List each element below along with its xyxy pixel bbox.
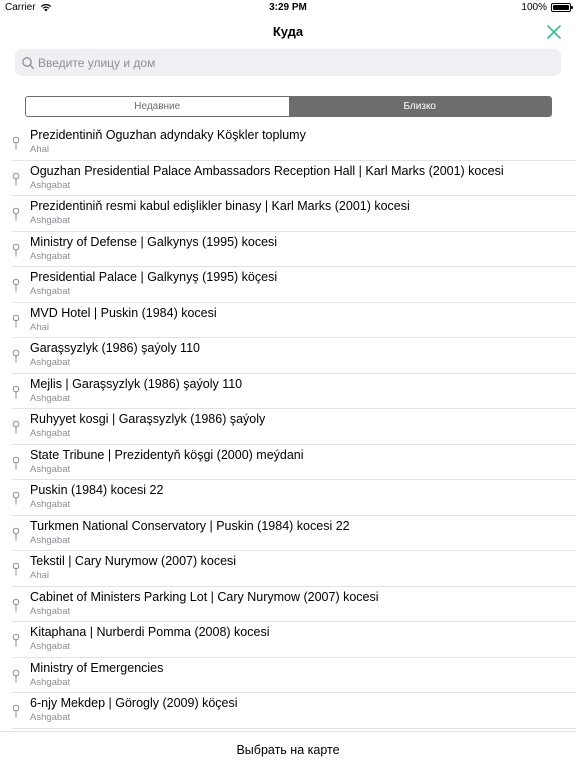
place-title: Turkmen National Conservatory | Puskin (1984) kocesi 22	[30, 518, 350, 533]
list-item[interactable]	[12, 161, 576, 197]
place-region: Ashgabat	[30, 534, 71, 546]
place-title: MVD Hotel | Puskin (1984) kocesi	[30, 305, 217, 320]
location-pin-icon	[12, 207, 20, 221]
place-region: Ashgabat	[30, 286, 71, 297]
search-input[interactable]	[38, 56, 538, 70]
place-region: Ashgabat	[30, 392, 71, 404]
location-pin-icon	[12, 704, 20, 718]
place-title: Cabinet of Ministers Parking Lot | Cary Nurymow (2007) kocesi	[30, 589, 379, 604]
list-item[interactable]	[12, 338, 576, 374]
list-item[interactable]	[12, 374, 576, 410]
search-icon	[21, 56, 35, 70]
location-pin-icon	[12, 136, 20, 150]
location-pin-icon	[12, 243, 20, 257]
carrier-label: Carrier	[5, 2, 36, 13]
place-title: Prezidentiniň Oguzhan adyndaky Köşkler toplumy	[30, 128, 306, 142]
list-item[interactable]	[12, 658, 576, 694]
location-pin-icon	[12, 598, 20, 612]
place-region: Ashgabat	[30, 463, 71, 475]
tab-recent[interactable]: Недавние	[26, 97, 289, 116]
place-title: Ministry of Emergencies	[30, 660, 164, 675]
place-region: Ashgabat	[30, 641, 71, 652]
location-pin-icon	[12, 562, 20, 576]
place-title: Garaşsyzlyk (1986) şaýoly 110	[30, 341, 200, 355]
place-title: Tekstil | Cary Nurymow (2007) kocesi	[30, 554, 237, 568]
place-region: Ashgabat	[30, 179, 71, 191]
list-item[interactable]	[12, 196, 576, 232]
status-time: 3:29 PM	[269, 2, 307, 13]
nav-bar	[0, 16, 576, 48]
search-bar[interactable]	[15, 49, 561, 76]
place-region: Ashgabat	[30, 676, 71, 688]
location-pin-icon	[12, 633, 20, 647]
place-region: Ahal	[30, 144, 50, 155]
place-title: State Tribune | Prezidentyň köşgi (2000) meýdani	[30, 447, 304, 462]
location-pin-icon	[12, 669, 20, 683]
location-pin-icon	[12, 385, 20, 399]
location-pin-icon	[12, 278, 20, 292]
place-title: Ministry of Defense | Galkynys (1995) kocesi	[30, 234, 278, 249]
place-region: Ashgabat	[30, 357, 71, 368]
list-item[interactable]	[12, 516, 576, 552]
list-item[interactable]	[12, 622, 576, 658]
status-bar	[0, 0, 576, 16]
location-pin-icon	[12, 456, 20, 470]
list-item[interactable]	[12, 480, 576, 516]
list-item[interactable]	[12, 693, 576, 729]
location-pin-icon	[12, 172, 20, 186]
place-region: Ashgabat	[30, 712, 71, 723]
place-title: Kitaphana | Nurberdi Pomma (2008) kocesi	[30, 625, 270, 639]
location-pin-icon	[12, 420, 20, 434]
location-pin-icon	[12, 491, 20, 505]
list-item[interactable]	[12, 125, 576, 161]
battery-info	[521, 2, 571, 13]
place-title: Presidential Palace | Galkynyş (1995) köçesi	[30, 270, 278, 284]
place-region: Ashgabat	[30, 499, 71, 510]
place-title: Puskin (1984) kocesi 22	[30, 483, 164, 497]
battery-percent: 100%	[521, 2, 547, 13]
list-item[interactable]	[12, 551, 576, 587]
list-item[interactable]	[12, 303, 576, 339]
place-region: Ashgabat	[30, 605, 71, 617]
places-list	[0, 125, 576, 729]
list-item[interactable]	[12, 587, 576, 623]
battery-icon	[551, 3, 571, 12]
place-region: Ashgabat	[30, 428, 71, 439]
place-region: Ashgabat	[30, 215, 71, 226]
list-item[interactable]	[12, 409, 576, 445]
place-title: Mejlis | Garaşsyzlyk (1986) şaýoly 110	[30, 376, 243, 391]
place-title: Oguzhan Presidential Palace Ambassadors Reception Hall | Karl Marks (2001) kocesi	[30, 163, 504, 178]
place-title: Prezidentiniň resmi kabul edişlikler binasy | Karl Marks (2001) kocesi	[30, 199, 410, 213]
place-title: Ruhyyet kosgi | Garaşsyzlyk (1986) şaýoly	[30, 412, 266, 426]
list-item[interactable]	[12, 232, 576, 268]
page-title: Куда	[272, 24, 304, 39]
choose-on-map-button[interactable]: Выбрать на карте	[0, 731, 576, 768]
place-region: Ashgabat	[30, 250, 71, 262]
location-pin-icon	[12, 349, 20, 363]
place-title: 6-njy Mekdep | Görogly (2009) köçesi	[30, 696, 238, 710]
list-item[interactable]	[12, 445, 576, 481]
list-item[interactable]	[12, 267, 576, 303]
place-region: Ahal	[30, 570, 50, 581]
segmented-control	[25, 96, 552, 117]
location-pin-icon	[12, 527, 20, 541]
location-pin-icon	[12, 314, 20, 328]
place-region: Ahal	[30, 321, 50, 333]
tab-nearby[interactable]: Близко	[289, 97, 552, 116]
close-icon[interactable]	[546, 24, 562, 40]
